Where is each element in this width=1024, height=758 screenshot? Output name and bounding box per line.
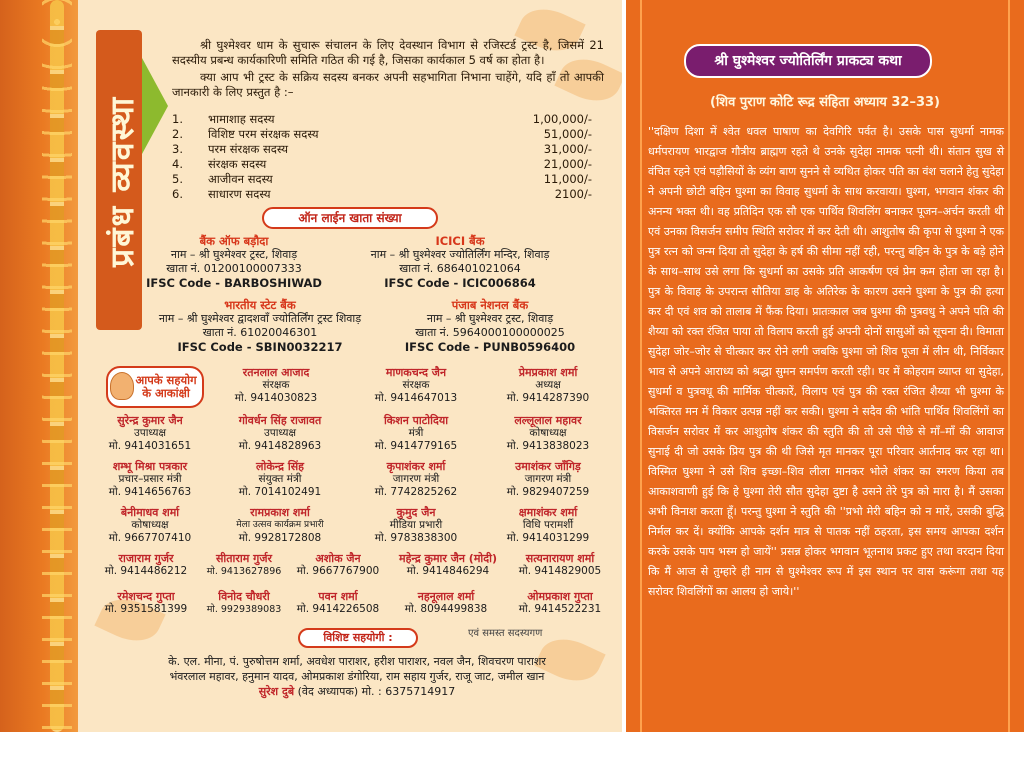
member-role: प्रचार–प्रसार मंत्री: [118, 473, 182, 485]
fee-amount: 1,00,000/-: [532, 112, 592, 126]
ifsc-code: IFSC Code - ICIC006864: [384, 276, 536, 290]
member-card: [358, 506, 474, 545]
member-card: [92, 414, 208, 453]
story-subtitle: (शिव पुराण कोटि रूद्र संहिता अध्याय 32–33): [710, 95, 940, 110]
member-phone: मो. 9414287390: [506, 392, 590, 404]
account-number: खाता नं. 5964000100000025: [415, 326, 565, 339]
member-card: [490, 506, 606, 545]
fee-name: परम संरक्षक सदस्य: [208, 142, 289, 156]
member-name: माणकचन्द जैन: [385, 366, 447, 379]
contributor-name: सुरेश दुबे: [258, 685, 295, 698]
fee-number: 6.: [172, 187, 183, 201]
member-phone: मो. 9413838023: [506, 440, 590, 452]
fee-number: 3.: [172, 142, 183, 156]
member-name: राजाराम गुर्जर: [118, 552, 174, 565]
member-name: सुरेन्द्र कुमार जैन: [117, 414, 183, 427]
fee-number: 1.: [172, 112, 183, 126]
member-role: उपाध्यक्ष: [263, 427, 296, 439]
fee-number: 5.: [172, 172, 183, 186]
fee-number: 2.: [172, 127, 183, 141]
member-name: रामप्रकाश शर्मा: [250, 506, 310, 519]
contributors-line: के. एल. मीना, पं. पुरुषोत्तम शर्मा, अवधेश पाराशर, हरीश पाराशर, नवल जैन, शिवचरण पाराशर: [168, 655, 546, 668]
member-card: [92, 506, 208, 545]
member-role: जागरण मंत्री: [524, 473, 572, 485]
fee-name: संरक्षक सदस्य: [208, 157, 267, 171]
member-phone: मो. 9783838300: [374, 532, 458, 544]
member-card: [358, 460, 474, 499]
member-role: अध्यक्ष: [535, 379, 561, 391]
member-card: [222, 460, 338, 499]
member-card: [358, 366, 474, 405]
bank-card-pnb: [380, 298, 600, 354]
member-role: कोषाध्यक्ष: [529, 427, 567, 439]
fee-row: [172, 127, 592, 142]
account-number: खाता नं. 686401021064: [399, 262, 521, 275]
folded-hands-icon: [110, 372, 134, 400]
account-number: खाता नं. 01200100007333: [166, 262, 302, 275]
member-name: लल्लूलाल महावर: [514, 414, 582, 427]
member-name: कृपाशंकर शर्मा: [386, 460, 446, 473]
member-name: लोकेन्द्र सिंह: [256, 460, 304, 473]
member-phone: मो. 9414829005: [518, 565, 602, 577]
member-phone: मो. 9414030823: [234, 392, 318, 404]
bank-name: पंजाब नेशनल बैंक: [451, 298, 529, 312]
member-name: सत्यनारायण शर्मा: [525, 552, 595, 565]
bank-name: ICICI बैंक: [435, 234, 485, 248]
fee-number: 4.: [172, 157, 183, 171]
member-phone: मो. 7014102491: [238, 486, 322, 498]
bank-card-icici: [330, 234, 590, 290]
intro-text: [172, 38, 604, 100]
account-holder: नाम – श्री घुश्मेश्वर ट्रस्ट, शिवाड़: [426, 312, 554, 325]
member-card: [194, 590, 294, 616]
fee-row: [172, 142, 592, 157]
member-name: क्षमाशंकर शर्मा: [518, 506, 578, 519]
member-name: किशन पाटोदिया: [383, 414, 449, 427]
member-name: सीताराम गुर्जर: [215, 552, 272, 565]
member-card: [218, 366, 334, 405]
member-role: मंत्री: [408, 427, 424, 439]
member-card: [288, 590, 388, 616]
member-phone: मो. 9414656763: [108, 486, 192, 498]
frame-line: [1008, 0, 1010, 732]
member-name: अशोक जैन: [315, 552, 361, 565]
member-name: विनोद चौधरी: [218, 590, 270, 603]
ifsc-code: IFSC Code - PUNB0596400: [404, 340, 576, 354]
member-card: [92, 460, 208, 499]
fee-amount: 51,000/-: [543, 127, 592, 141]
fee-row: [172, 157, 592, 172]
story-panel: [624, 0, 1024, 732]
member-role: कोषाध्यक्ष: [131, 519, 169, 531]
member-phone: मो. 7742825262: [374, 486, 458, 498]
story-text: ''दक्षिण दिशा में श्वेत धवल पाषाण का देवगिरि पर्वत है। उसके पास सुधर्मा नामक धर्मपरायण भारद्वाज गौत्रीय ब्राह्मण रहते थे उनके सुदेहा नामक पत्नी थी। संतान सुख से वंचित रहने एवं पड़ौसियों के व्यंग बाण सुनने से व्यथित होकर पति का वंश चलाने हेतु सुदेहा ने अपनी छोटी बहिन घुश्मा का विवाह सुधर्मा के साथ करवाया। घुश्मा, भगवान शंकर की अनन्य भक्त थी। वह प्रतिदिन एक सौ एक पार्थिव शिवलिंग बनाकर पूजन–अर्चन करती थी एवं उनका विसर्जन समीप स्थिति सरोवर में कर देती थी। आशुतोष की कृपा से घुश्मा ने एक पुत्र रत्न को जन्म दिया तो सुदेहा के हर्ष की सीमा नहीं रही, परन्तु बहिन के पुत्र के बड़े होने के साथ–साथ उसे लगा कि सुधर्मा का उसके प्रति आकर्षण एवं प्रेम कम होता जा रहा है। पुत्र के विवाह के उपरान्त सौतिया डाह के अतिरेक के कारण उसने घुश्मा के पुत्र की हत्या कर दी एवं शव को तालाब में फैंक दिया। प्रातःकाल जब घुश्मा की पुत्रवधु ने अपने पति की शैय्या को रक्त रंजित पाया तो विलाप करती हुई अपनी दोनों सासुओं को सूचना दी। विमाता सुदेहा जोर–जोर से चीत्कार कर रोने लगी जबकि घुश्मा जो शिव पूजा में लीन थी, निर्विकार भाव से अपने आराध्य को श्रद्धा सुमन समर्पण करती रही। घर में कोहराम व्याप्त था सुदेहा, सुधर्मा व पुत्रवधू की मार्मिक चीत्कारें, विलाप एवं पुत्र की रक्त रंजित शैय्या भी घुश्मा के भक्तिरत मन में विकार उत्पन्न नहीं कर सकी। घुश्मा ने सदैव की भांति पार्थिव शिवलिंगों का विसर्जन सरोवर में कर आशुतोष शंकर की स्तुति की तो उसे पीछे से माँ–माँ की आवाज सुनाई दी जो उसके प्रिय पुत्र की थी जिसे मृत मानकर पूरा परिवार आर्तनाद कर रहा था। विस्मित घुश्मा ने उसे शिव इच्छा–शिव लीला मानकर भोले शंकर का स्मरण किया तब आकाशवाणी हुई कि हे घुश्मा तेरी सौत सुदेहा दुष्टा है उसने तेरे पुत्र को मारा है। मैं उसका अभी विनाश करता हूँ। परन्तु घुश्मा ने स्तुति की ''प्रभो मेरी बहिन को न मारें, उसकी बुद्धि निर्मल कर दें। क्योंकि आपके दर्शन मात्र से पातक नहीं ठहरता, इस समय आपका दर्शन करके उसके पाप भस्म हो जायें'' प्रसन्न होकर भगवान भूतनाथ प्रकट हुए तथा वरदान दिया कि मैं आज से तुम्हारे ही नाम से घुश्मेश्वर रूप में इस स्थान पर वास करूंगा तथा यह सरोवर शिवलिंगों का आलय हो जाये।'': [648, 125, 1004, 598]
member-role: विधि परामर्शी: [522, 519, 574, 531]
fee-row: [172, 187, 592, 202]
member-card: [194, 552, 294, 578]
member-name: रतनलाल आजाद: [242, 366, 310, 379]
story-title: श्री घुश्मेश्वर ज्योतिर्लिंग प्राकट्य कथा: [684, 44, 932, 78]
member-phone: मो. 9414828963: [238, 440, 322, 452]
member-card: [384, 552, 512, 578]
member-card: [222, 414, 338, 453]
online-account-heading: ऑन लाईन खाता संख्या: [262, 207, 438, 229]
contributor-details: (वेद अध्यापक) मो. : 6375714917: [297, 685, 456, 698]
member-phone: मो. 9414226508: [296, 603, 380, 615]
member-name: कुमुद जैन: [396, 506, 436, 519]
member-card: [490, 366, 606, 405]
fee-row: [172, 172, 592, 187]
fee-name: आजीवन सदस्य: [208, 172, 273, 186]
member-phone: मो. 9414031299: [506, 532, 590, 544]
special-contributors-list: [114, 654, 600, 699]
member-card: [504, 590, 616, 616]
fee-amount: 21,000/-: [543, 157, 592, 171]
ifsc-code: IFSC Code - SBIN0032217: [177, 340, 343, 354]
member-phone: मो. 9414486212: [104, 565, 188, 577]
frame-line: [640, 0, 642, 732]
ifsc-code: IFSC Code - BARBOSHIWAD: [146, 276, 322, 290]
fee-amount: 2100/-: [554, 187, 592, 201]
member-name: प्रेमप्रकाश शर्मा: [518, 366, 578, 379]
member-card: [504, 552, 616, 578]
member-name: गोवर्धन सिंह राजावत: [238, 414, 322, 427]
member-role: उपाध्यक्ष: [133, 427, 166, 439]
account-holder: नाम – श्री घुश्मेश्वर द्वादशवाँ ज्योतिर्लिंग ट्रस्ट शिवाड़: [158, 312, 362, 325]
member-role: संयुक्त मंत्री: [258, 473, 302, 485]
member-name: रमेशचन्द गुप्ता: [117, 590, 175, 603]
bank-card-sbi: [110, 298, 410, 354]
flower-ornament-icon: [42, 0, 72, 732]
member-role: मेला उत्सव कार्यक्रम प्रभारी: [236, 520, 324, 530]
member-phone: मो. 9414647013: [374, 392, 458, 404]
member-name: शम्भू मिश्रा पत्रकार: [112, 460, 188, 473]
vertical-title: प्रबंध व्यवस्था: [103, 95, 141, 267]
account-holder: नाम – श्री घुश्मेश्वर ट्रस्ट, शिवाड़: [170, 248, 298, 261]
member-card: [358, 414, 474, 453]
fee-name: भामाशाह सदस्य: [208, 112, 275, 126]
member-phone: मो. 9928172808: [238, 532, 322, 544]
bank-card-bob: [110, 234, 358, 290]
account-number: खाता नं. 61020046301: [202, 326, 318, 339]
member-phone: मो. 9667767900: [296, 565, 380, 577]
member-phone: मो. 9351581399: [104, 603, 188, 615]
member-phone: मो. 9414522231: [518, 603, 602, 615]
fee-amount: 31,000/-: [543, 142, 592, 156]
all-members-note: एवं समस्त सदस्यगण: [468, 628, 543, 639]
bank-name: भारतीय स्टेट बैंक: [224, 298, 296, 312]
member-name: नहनूलाल शर्मा: [417, 590, 475, 603]
fee-amount: 11,000/-: [543, 172, 592, 186]
member-phone: मो. 8094499838: [404, 603, 488, 615]
intro-paragraph: श्री घुश्मेश्वर धाम के सुचारू संचालन के लिए देवस्थान विभाग से रजिस्टर्ड ट्रस्ट है, जिसमें 21 सदस्यीय प्रबन्ध कार्यकारिणी समिति गठित की गई है, जिसका कार्यकाल 5 वर्ष का होता है।: [172, 38, 604, 67]
member-role: मीडिया प्रभारी: [389, 519, 443, 531]
member-phone: मो. 9414846294: [406, 565, 490, 577]
member-card: [288, 552, 388, 578]
bank-name: बैंक ऑफ बड़ौदा: [199, 234, 269, 248]
member-card: [92, 590, 200, 616]
member-name: पवन शर्मा: [318, 590, 358, 603]
member-name: बेनीमाधव शर्मा: [120, 506, 180, 519]
member-role: संरक्षक: [262, 379, 290, 391]
member-card: [92, 552, 200, 578]
member-card: [490, 414, 606, 453]
membership-fee-list: [172, 112, 592, 202]
account-holder: नाम – श्री घुश्मेश्वर ज्योतिर्लिंग मन्दिर, शिवाड़: [370, 248, 550, 261]
member-name: महेन्द्र कुमार जैन (मोदी): [399, 552, 497, 565]
member-phone: मो. 9414031651: [108, 440, 192, 452]
member-card: [222, 506, 338, 545]
fee-name: साधारण सदस्य: [208, 187, 271, 201]
support-badge: आपके सहयोग के आकांक्षी: [106, 366, 204, 408]
member-role: संरक्षक: [402, 379, 430, 391]
member-phone: मो. 9929389083: [206, 604, 282, 615]
arrow-icon: [142, 58, 168, 154]
contributors-line: भंवरलाल महावर, हनुमान यादव, ओमप्रकाश डंगोरिया, राम सहाय गुर्जर, राजू जाट, जमील खान: [169, 670, 545, 683]
member-card: [388, 590, 504, 616]
member-phone: मो. 9413627896: [206, 566, 282, 577]
member-name: उमाशंकर जाँगिड़: [515, 460, 581, 473]
page-margin: [0, 732, 1024, 758]
member-name: ओमप्रकाश गुप्ता: [527, 590, 593, 603]
decorative-border: [0, 0, 78, 732]
special-contributors-heading: विशिष्ट सहयोगी :: [298, 628, 418, 648]
intro-paragraph: क्या आप भी ट्रस्ट के सक्रिय सदस्य बनकर अपनी सहभागिता निभाना चाहेंगे, यदि हाँ तो आपकी जानकारी के लिए प्रस्तुत है :–: [172, 70, 604, 99]
fee-row: [172, 112, 592, 127]
fee-name: विशिष्ट परम संरक्षक सदस्य: [208, 127, 319, 141]
member-phone: मो. 9414779165: [374, 440, 458, 452]
member-role: जागरण मंत्री: [392, 473, 440, 485]
member-phone: मो. 9829407259: [506, 486, 590, 498]
member-card: [490, 460, 606, 499]
member-phone: मो. 9667707410: [108, 532, 192, 544]
contributors-line: [114, 684, 600, 699]
